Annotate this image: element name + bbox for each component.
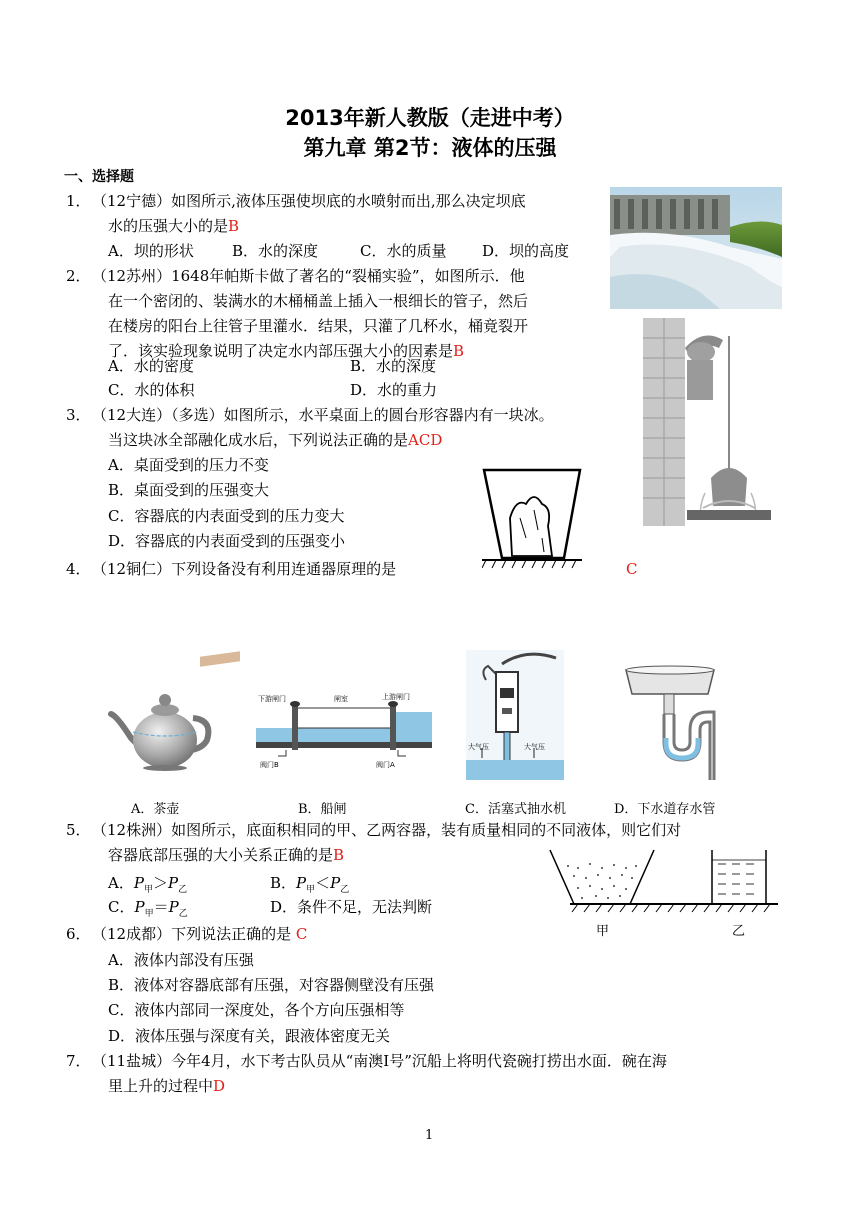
q7-line2: 里上升的过程中D (108, 1077, 226, 1095)
q5-option-d: D．条件不足，无法判断 (270, 898, 433, 916)
q1-number: 1． (66, 192, 91, 210)
q1-answer: B (228, 217, 240, 235)
q6-option-b: B．液体对容器底部有压强，对容器侧壁没有压强 (108, 976, 435, 994)
q3-line2: 当这块冰全部融化成水后，下列说法正确的是ACD (108, 431, 443, 449)
q3-number: 3． (66, 406, 91, 424)
q4-caption-d: D．下水道存水管 (614, 802, 716, 817)
teapot-figure (107, 684, 217, 772)
q4-caption-a: A．茶壶 (131, 802, 180, 817)
q1-option-d: D．坝的高度 (482, 242, 570, 260)
q7-number: 7． (66, 1052, 91, 1070)
q6-option-c: C．液体内部同一深度处，各个方向压强相等 (108, 1001, 405, 1019)
q6-answer: C (295, 925, 308, 943)
container-label-jia: 甲 (596, 924, 610, 939)
containers-figure (548, 846, 780, 916)
q5-answer: B (333, 846, 345, 864)
q6-option-d: D．液体压强与深度有关，跟液体密度无关 (108, 1027, 391, 1045)
q2-line2: 在一个密闭的、装满水的木桶桶盖上插入一根细长的管子，然后 (108, 292, 529, 310)
pump-label-left: 大气压 (468, 743, 489, 751)
ship-lock-figure (256, 692, 432, 772)
q4-caption-b: B．船闸 (298, 802, 347, 817)
piston-pump-figure (466, 650, 564, 780)
container-label-yi: 乙 (732, 924, 746, 939)
q2-option-b: B．水的深度 (350, 357, 437, 375)
q7-line1: （11盐城）今年4月，水下考古队员从“南澳Ⅰ号”沉船上将明代瓷碗打捞出水面．碗在海 (92, 1052, 667, 1070)
q3-option-b: B．桌面受到的压强变大 (108, 481, 270, 499)
q5-line2: 容器底部压强的大小关系正确的是B (108, 846, 345, 864)
q6-number: 6． (66, 925, 91, 943)
q5-line1: （12株洲）如图所示，底面积相同的甲、乙两容器，装有质量相同的不同液体，则它们对 (92, 821, 682, 839)
q1-option-b: B．水的深度 (232, 242, 319, 260)
q1-line1: （12宁德）如图所示,液体压强使坝底的水喷射而出,那么决定坝底 (92, 192, 526, 210)
q7-answer: D (213, 1077, 226, 1095)
q5-number: 5． (66, 821, 91, 839)
q1-line2: 水的压强大小的是B (108, 217, 240, 235)
q1-option-c: C．水的质量 (360, 242, 447, 260)
lock-label-valve-b: 阀门B (260, 761, 279, 769)
lock-label-chamber: 闸室 (334, 695, 348, 703)
q4-answer: C (626, 560, 638, 578)
drain-trap-figure (624, 660, 716, 780)
page-number: 1 (425, 1128, 434, 1143)
lock-label-valve-a: 阀门A (376, 761, 395, 769)
q5-option-b: B．$P_甲<P_乙$ (270, 874, 350, 895)
q3-option-c: C．容器底的内表面受到的压力变大 (108, 507, 345, 525)
q6-line1: （12成都）下列说法正确的是 C (92, 925, 308, 943)
q2-number: 2． (66, 267, 91, 285)
lock-label-downstream: 下游闸门 (258, 695, 286, 703)
q3-option-a: A．桌面受到的压力不变 (108, 456, 269, 474)
q2-answer: B (453, 342, 465, 360)
q2-option-c: C．水的体积 (108, 381, 195, 399)
pump-label-right: 大气压 (524, 743, 545, 751)
q4-caption-c: C．活塞式抽水机 (465, 802, 566, 817)
dam-photo (610, 187, 782, 309)
title-line2: 第九章 第2节：液体的压强 (303, 136, 557, 160)
q6-option-a: A．液体内部没有压强 (108, 951, 254, 969)
ice-container-figure (482, 468, 582, 572)
q1-option-a: A．坝的形状 (108, 242, 194, 260)
q2-line4: 了．该实验现象说明了决定水内部压强大小的因素是B (108, 342, 465, 360)
q4-number: 4． (66, 560, 91, 578)
q5-option-a: A．$P_甲>P_乙$ (108, 874, 188, 895)
q3-option-d: D．容器底的内表面受到的压强变小 (108, 532, 346, 550)
decorative-scrap (200, 651, 240, 667)
q5-option-c: C．$P_甲=P_乙$ (108, 898, 188, 919)
q3-line1: （12大连）（多选）如图所示，水平桌面上的圆台形容器内有一块冰。 (92, 406, 554, 424)
q2-option-d: D．水的重力 (350, 381, 438, 399)
section-heading: 一、选择题 (64, 169, 134, 185)
q2-option-a: A．水的密度 (108, 357, 194, 375)
title-line1: 2013年新人教版（走进中考） (285, 106, 575, 130)
q3-answer: ACD (408, 431, 443, 449)
q2-line1: （12苏州）1648年帕斯卡做了著名的“裂桶实验”，如图所示．他 (92, 267, 525, 285)
pascal-barrel-figure (643, 318, 771, 526)
lock-label-upstream: 上游闸门 (382, 693, 410, 701)
q4-line1: （12铜仁）下列设备没有利用连通器原理的是 (92, 560, 397, 578)
q2-line3: 在楼房的阳台上往管子里灌水．结果，只灌了几杯水，桶竟裂开 (108, 317, 529, 335)
